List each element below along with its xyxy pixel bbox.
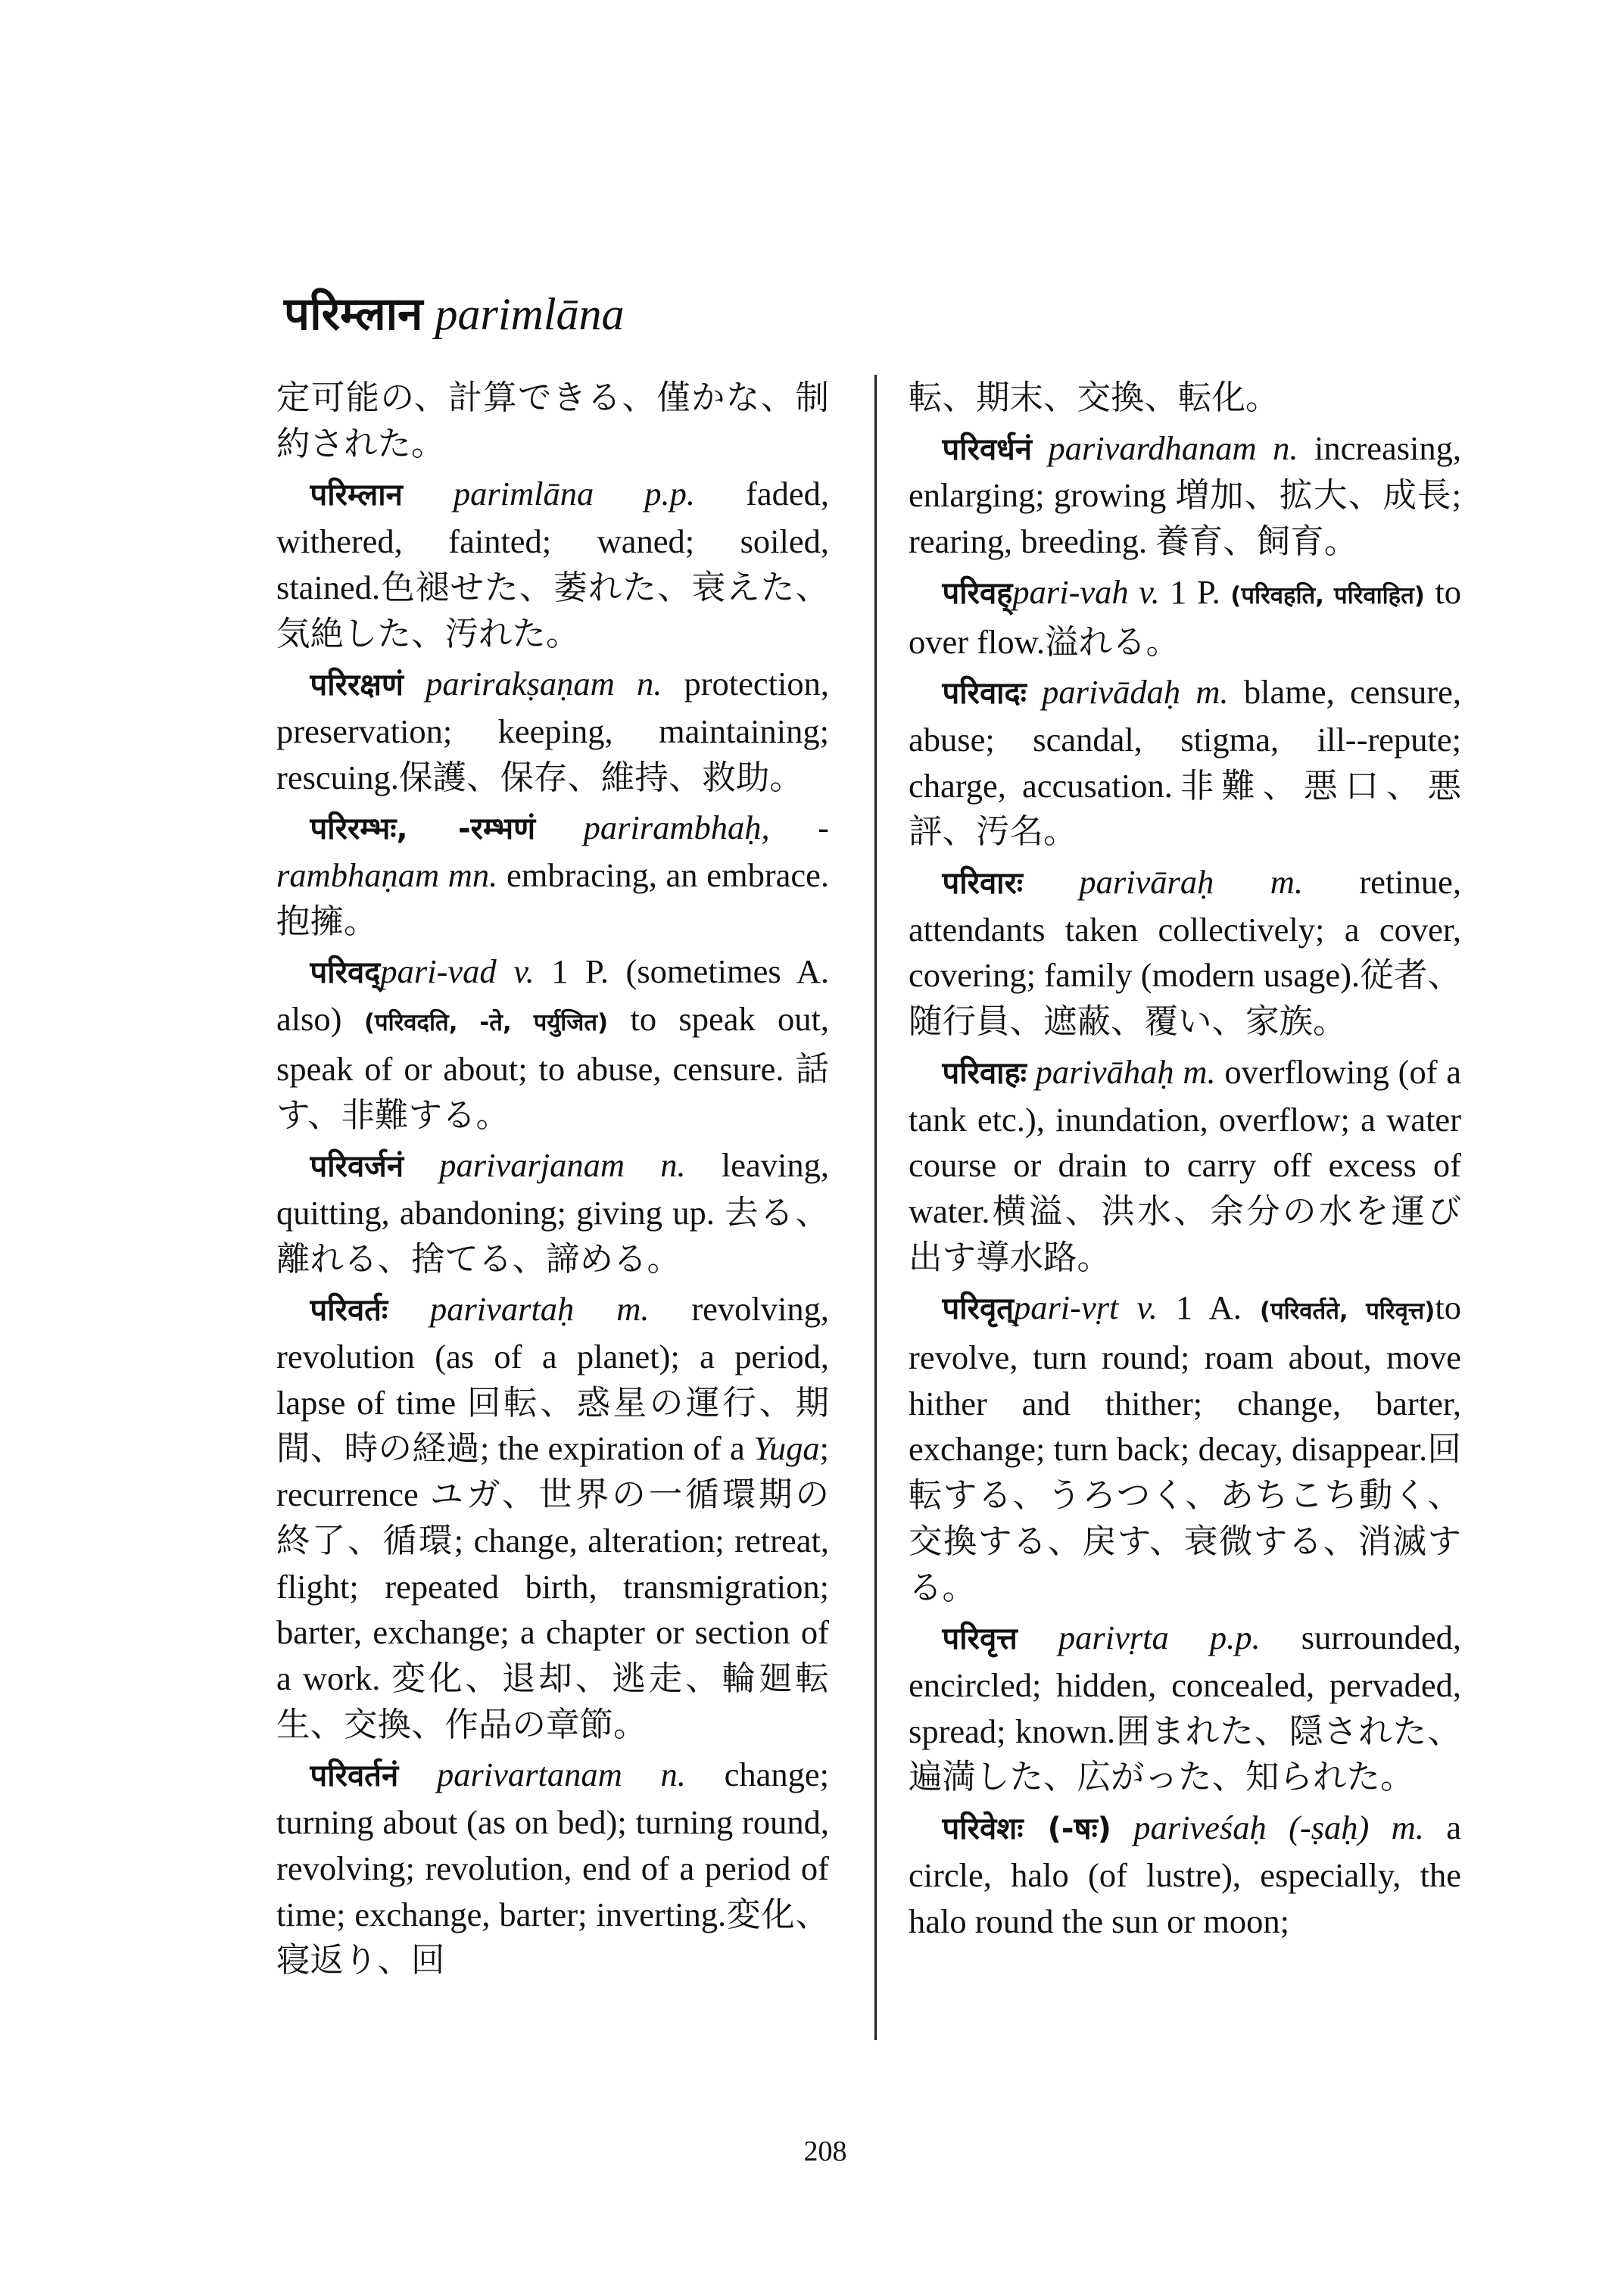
transliteration: pari-vṛt bbox=[1013, 1288, 1119, 1327]
transliteration: parivāraḥ bbox=[1079, 863, 1214, 902]
transliteration: parimlāna bbox=[453, 475, 594, 513]
entry-pariraksanam bbox=[276, 661, 829, 800]
definition: ; recurrence ユガ、世界の一循環期の終了、循環; change, alteration; retreat, flight; repeated birth, transmigration; barter, exchange; a chapter or section of a work. 変化、退却、逃走、輪廻転生、交換、作品の章節。 bbox=[276, 1429, 829, 1743]
entry-parivartanam bbox=[276, 1752, 829, 1983]
headword: परिवेशः (-षः) bbox=[942, 1812, 1111, 1847]
grammar-tag: n. bbox=[1273, 428, 1298, 467]
column-divider bbox=[874, 375, 877, 2040]
headword: परिवादः bbox=[942, 676, 1027, 712]
definition: overflowing (of a tank etc.), inundation, overflow; a water course or drain to carry off excess of water.横溢、洪水、余分の水を運び出す導水路。 bbox=[909, 1052, 1462, 1276]
grammar-tag: v. bbox=[513, 952, 535, 991]
entry-parivartah bbox=[276, 1286, 829, 1747]
verb-forms: (परिवर्तते, परिवृत्त) bbox=[1259, 1298, 1435, 1326]
grammar-tag: v. bbox=[1136, 1288, 1158, 1327]
headword: परिवर्तनं bbox=[310, 1759, 399, 1794]
definition-italic: Yuga bbox=[753, 1429, 820, 1468]
definition: to revolve, turn round; roam about, move hither and thither; change, barter, exchange; turn back; decay, disappear.回転する、うろつく、あちこち動く、交換する、戻す、衰微する、消滅する。 bbox=[909, 1288, 1462, 1606]
entry-pari-vrt bbox=[909, 1285, 1461, 1610]
headword: परिम्लान bbox=[310, 478, 403, 513]
entry-continuation: 転、期末、交換、転化。 bbox=[909, 379, 1280, 416]
page-title-devanagari: परिम्लान bbox=[284, 289, 423, 339]
page-number: 208 bbox=[803, 2136, 847, 2167]
grammar-tag: m. bbox=[1270, 863, 1303, 902]
transliteration: pari-vah bbox=[1012, 572, 1129, 611]
headword: परिवृत्त bbox=[942, 1622, 1018, 1657]
transliteration: parivartaḥ bbox=[429, 1290, 575, 1329]
page-title bbox=[284, 288, 625, 341]
definition: blame, censure, abuse; scandal, stigma, ill--repute; charge, accusation.非難、悪口、悪評、汚名。 bbox=[909, 673, 1462, 851]
headword: परिवारः bbox=[942, 866, 1023, 902]
definition: to over flow.溢れる。 bbox=[909, 572, 1462, 661]
entry-parirambhah bbox=[276, 805, 829, 944]
headword: परिवर्जनं bbox=[310, 1149, 404, 1185]
definition: embracing, an embrace.抱擁。 bbox=[276, 856, 830, 940]
definition: change; turning about (as on bed); turning round, revolving; revolution, end of a period of time; exchange, barter; inverting.変化、寝返り、回 bbox=[276, 1756, 830, 1980]
headword: परिवह् bbox=[942, 575, 1013, 611]
transliteration: pari-vad bbox=[380, 952, 497, 991]
verb-class: 1 P. bbox=[1170, 572, 1220, 611]
transliteration: parirakṣaṇam bbox=[425, 665, 615, 703]
entry-parivarjanam bbox=[276, 1142, 829, 1282]
verb-forms: (परिवहति, परिवाहित) bbox=[1230, 581, 1425, 609]
entry-parimlana bbox=[276, 471, 829, 656]
entry-parivarah bbox=[909, 859, 1461, 1045]
transliteration: parivāhaḥ bbox=[1035, 1052, 1174, 1091]
grammar-tag: p.p. bbox=[644, 475, 696, 513]
page-title-roman: parimlāna bbox=[435, 289, 625, 339]
definition: revolving, revolution (as of a planet); a period, lapse of time 回転、惑星の運行、期間、時の経過; the expiration of a bbox=[276, 1290, 830, 1468]
transliteration: parirambhaḥ, -rambhaṇam bbox=[276, 808, 830, 895]
grammar-tag: m. bbox=[1183, 1052, 1216, 1091]
definition: surrounded, encircled; hidden, concealed, pervaded, spread; known.囲まれた、隠された、遍満した、広がった、知られた。 bbox=[909, 1618, 1462, 1796]
entry-parivahah bbox=[909, 1049, 1461, 1281]
transliteration: parivādaḥ bbox=[1042, 673, 1181, 712]
transliteration: parivarjanam bbox=[439, 1146, 625, 1185]
transliteration: pariveśaḥ (-ṣaḥ) bbox=[1133, 1809, 1370, 1847]
entry-parivadah bbox=[909, 669, 1461, 855]
grammar-tag: mn. bbox=[447, 856, 498, 895]
entry-parivrta bbox=[909, 1615, 1461, 1800]
entry-pari-vad bbox=[276, 949, 829, 1138]
right-column bbox=[909, 375, 1461, 1949]
definition: a circle, halo (of lustre), especially, the halo round the sun or moon; bbox=[909, 1809, 1461, 1940]
definition: retinue, attendants taken collectively; a cover, covering; family (modern usage).従者、随行員、遮蔽、覆い、家族。 bbox=[909, 863, 1462, 1041]
headword: परिवर्धनं bbox=[942, 431, 1032, 467]
headword: परिवर्तः bbox=[310, 1293, 388, 1329]
headword: परिवाहः bbox=[942, 1055, 1027, 1091]
definition: to speak out, speak of or about; to abuse, censure. 話す、非難する。 bbox=[276, 1000, 829, 1134]
grammar-tag: m. bbox=[1391, 1809, 1424, 1847]
grammar-tag: n. bbox=[660, 1756, 686, 1794]
definition: protection, preservation; keeping, maintaining; rescuing.保護、保存、維持、救助。 bbox=[276, 665, 830, 796]
entry-parivardhanam bbox=[909, 425, 1461, 565]
definition: leaving, quitting, abandoning; giving up. 去る、離れる、捨てる、諦める。 bbox=[276, 1146, 829, 1278]
entry-continuation: 定可能の、計算できる、僅かな、制約された。 bbox=[276, 379, 829, 463]
grammar-tag: v. bbox=[1139, 572, 1160, 611]
headword: परिरक्षणं bbox=[310, 668, 404, 703]
verb-class: 1 P. (sometimes A. also) bbox=[276, 952, 829, 1039]
entry-parivesah bbox=[909, 1805, 1461, 1944]
grammar-tag: n. bbox=[660, 1146, 686, 1185]
definition: faded, withered, fainted; waned; soiled, stained.色褪せた、萎れた、衰えた、気絶した、汚れた。 bbox=[276, 475, 830, 653]
verb-class: 1 A. bbox=[1175, 1288, 1242, 1327]
entry-pari-vah bbox=[909, 569, 1461, 665]
headword: परिवृत् bbox=[942, 1291, 1014, 1327]
definition: increasing, enlarging; growing 増加、拡大、成長; rearing, breeding. 養育、飼育。 bbox=[909, 428, 1462, 561]
grammar-tag: m. bbox=[616, 1290, 650, 1329]
headword: परिवद् bbox=[310, 955, 381, 991]
grammar-tag: n. bbox=[636, 665, 662, 703]
transliteration: parivṛta bbox=[1058, 1618, 1169, 1657]
grammar-tag: p.p. bbox=[1209, 1618, 1261, 1657]
grammar-tag: m. bbox=[1195, 673, 1229, 712]
headword: परिरम्भः, -रम्भणं bbox=[310, 812, 536, 847]
left-column bbox=[276, 375, 829, 1988]
transliteration: parivardhanam bbox=[1048, 428, 1257, 467]
verb-forms: (परिवदति, -ते, पर्युजित) bbox=[363, 1009, 609, 1037]
transliteration: parivartanam bbox=[436, 1756, 622, 1794]
